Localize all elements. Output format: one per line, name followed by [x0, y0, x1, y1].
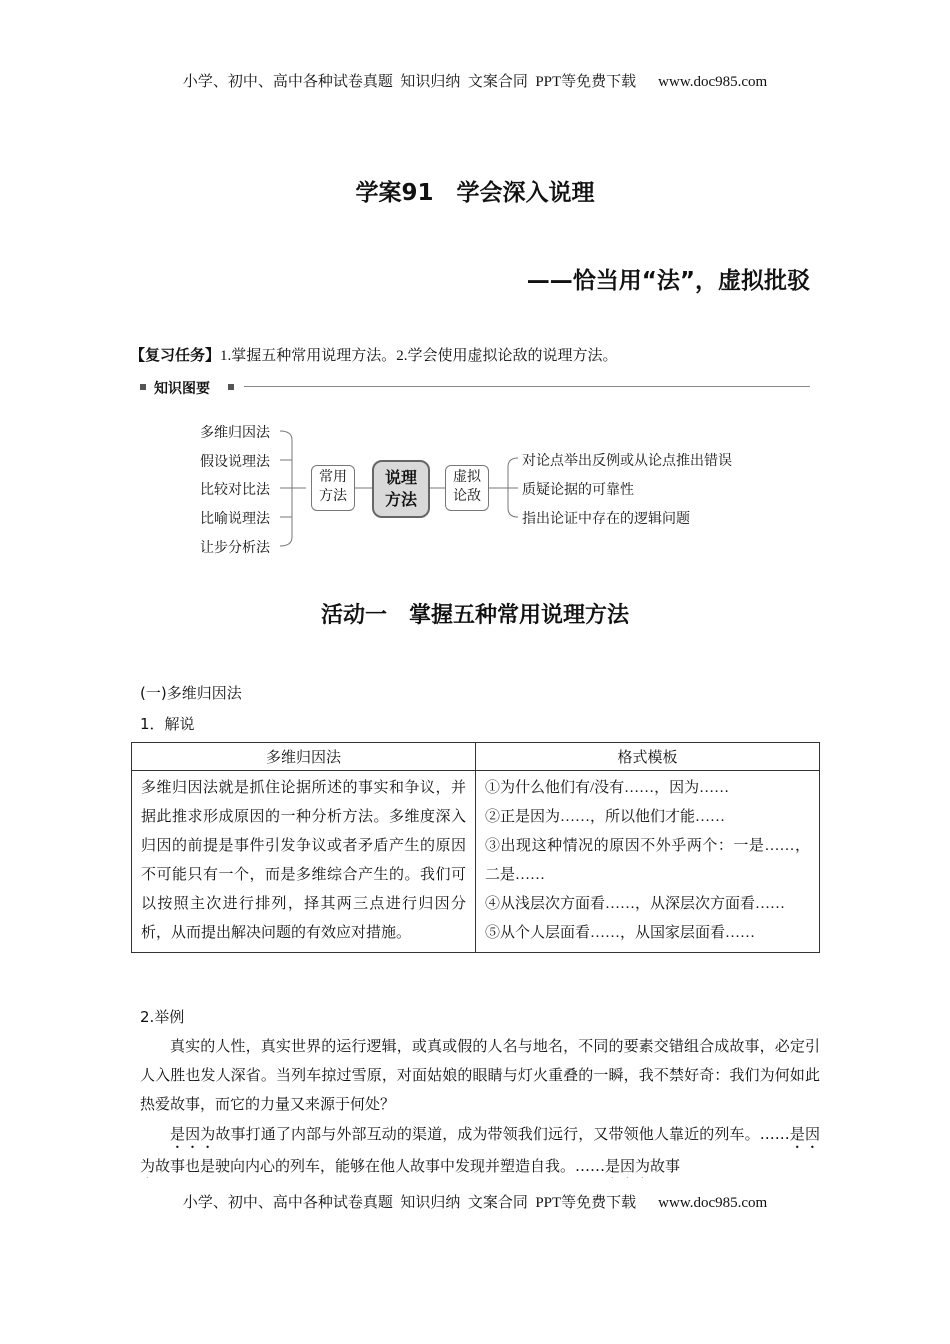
header-text: 小学、初中、高中各种试卷真题 知识归纳 文案合同 PPT等免费下载 [182, 74, 637, 90]
right-item-1: 对论点举出反例或从论点推出错误 [522, 454, 732, 469]
virtual-opponent-line-1: 虚拟 [453, 470, 481, 486]
review-task [130, 344, 618, 365]
virtual-opponent-box [445, 465, 489, 511]
template-cell [476, 771, 820, 953]
emphasis-phrase: 是因为 [605, 1157, 651, 1175]
heading-rule [244, 386, 810, 387]
right-item-3: 指出论证中存在的逻辑问题 [522, 512, 690, 527]
right-item-2: 质疑论据的可靠性 [522, 483, 634, 498]
heading-bullet-left [140, 384, 146, 390]
template-line-1: ①为什么他们有/没有……，因为…… [485, 780, 730, 796]
definition-cell: 多维归因法就是抓住论据所述的事实和争议，并据此推求形成原因的一种分析方法。多维度深入归因的前提是事件引发争议或者矛盾产生的原因不可能只有一个，而是多维综合产生的。我们可以按照主次进行排列，择其两三点进行归因分析，从而提出解决问题的有效应对措施。 [132, 771, 476, 953]
template-line-4: ④从浅层次方面看……，从深层次方面看…… [485, 896, 786, 912]
review-task-text: 1.掌握五种常用说理方法。2.学会使用虚拟论敌的说理方法。 [220, 348, 618, 364]
knowledge-map-label: 知识图要 [154, 381, 210, 397]
template-line-2: ②正是因为……，所以他们才能…… [485, 809, 726, 825]
left-item-3: 比较对比法 [200, 483, 270, 498]
common-methods-box [311, 465, 355, 511]
common-methods-line-2: 方法 [319, 489, 347, 504]
header-banner [0, 70, 950, 91]
reasoning-methods-line-1: 说理 [384, 468, 417, 488]
example-paragraph-2 [140, 1120, 820, 1178]
table-header-method: 多维归因法 [132, 743, 476, 771]
section-heading: (一)多维归因法 [140, 684, 242, 702]
method-table [131, 742, 820, 953]
table-row [132, 771, 820, 953]
lesson-title: 学案91 学会深入说理 [355, 180, 595, 206]
knowledge-map-heading [138, 378, 810, 398]
heading-bullet-right [228, 384, 234, 390]
left-item-1: 多维归因法 [200, 426, 270, 441]
review-task-tag: 【复习任务】 [130, 346, 221, 364]
subheading-explanation: 1．解说 [140, 715, 195, 733]
subheading-example: 2.举例 [140, 1008, 185, 1026]
header-site-link[interactable]: www.doc985.com [658, 74, 768, 90]
common-methods-line-1: 常用 [319, 470, 347, 486]
template-line-3: ③出现这种情况的原因不外乎两个：一是……，二是…… [485, 838, 810, 883]
lesson-subtitle: ——恰当用“法”，虚拟批驳 [526, 268, 810, 294]
diagram-connectors [190, 410, 790, 570]
table-header-row [132, 743, 820, 771]
example-paragraph-1: 真实的人性，真实世界的运行逻辑，或真或假的人名与地名，不同的要素交错组合成故事，必定引人入胜也发人深省。当列车掠过雪原，对面姑娘的眼睛与灯火重叠的一瞬，我不禁好奇：我们为何如此热爱故事，而它的力量又来源于何处？ [140, 1037, 820, 1113]
paragraph-text: 故事打通了内部与外部互动的渠道，成为带领我们远行，又带领他人靠近的列车。…… [215, 1125, 790, 1143]
virtual-opponent-line-2: 论敌 [453, 489, 481, 504]
reasoning-methods-line-2: 方法 [384, 490, 417, 509]
footer-banner [0, 1191, 950, 1212]
footer-site-link[interactable]: www.doc985.com [658, 1195, 768, 1211]
paragraph-text: 故事 [650, 1157, 681, 1175]
paragraph-text: 故事也是驶向内心的列车，能够在他人故事中发现并塑造自我。…… [155, 1157, 606, 1175]
footer-text: 小学、初中、高中各种试卷真题 知识归纳 文案合同 PPT等免费下载 [182, 1195, 637, 1211]
left-item-4: 比喻说理法 [200, 512, 270, 527]
template-line-5: ⑤从个人层面看……，从国家层面看…… [485, 925, 756, 941]
emphasis-phrase: 是因为 [140, 1125, 820, 1175]
activity-title: 活动一 掌握五种常用说理方法 [320, 603, 629, 628]
knowledge-map-diagram [190, 410, 790, 570]
emphasis-phrase: 是因为 [170, 1125, 216, 1143]
left-item-2: 假设说理法 [200, 455, 270, 470]
left-item-5: 让步分析法 [200, 541, 270, 556]
reasoning-methods-box [372, 460, 430, 518]
table-header-template: 格式模板 [476, 743, 820, 771]
